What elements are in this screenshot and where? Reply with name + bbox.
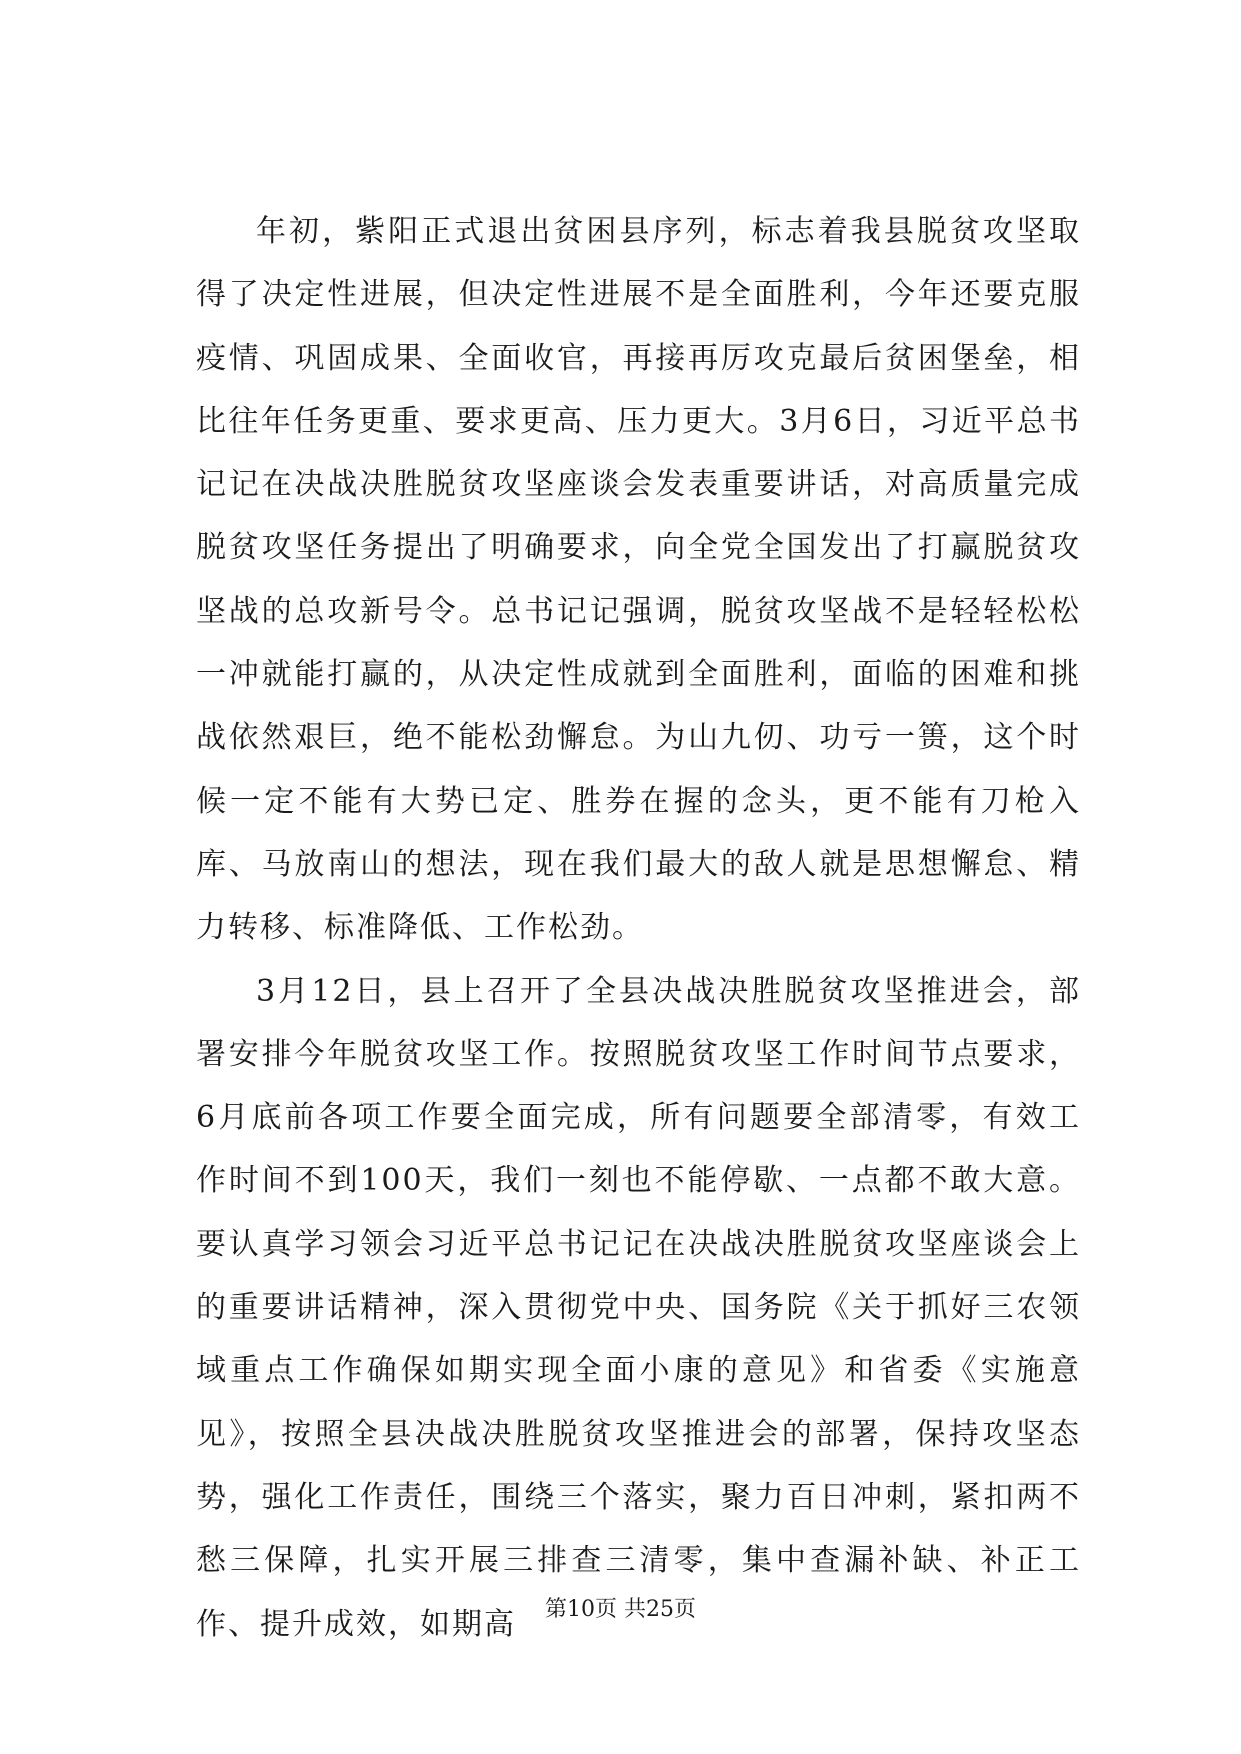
paragraph-1: 年初，紫阳正式退出贫困县序列，标志着我县脱贫攻坚取得了决定性进展，但决定性进展不是全面胜利，今年还要克服疫情、巩固成果、全面收官，再接再厉攻克最后贫困堡垒，相比往年任务更重、要求更高、压力更大。3月6日，习近平总书记记在决战决胜脱贫攻坚座谈会发表重要讲话，对高质量完成脱贫攻坚任务提出了明确要求，向全党全国发出了打赢脱贫攻坚战的总攻新号令。总书记记强调，脱贫攻坚战不是轻轻松松一冲就能打赢的，从决定性成就到全面胜利，面临的困难和挑战依然艰巨，绝不能松劲懈怠。为山九仞、功亏一篑，这个时候一定不能有大势已定、胜券在握的念头，更不能有刀枪入库、马放南山的想法，现在我们最大的敌人就是思想懈怠、精力转移、标准降低、工作松劲。 [196, 214, 1081, 946]
document-body [196, 200, 1081, 1656]
page-number-footer: 第10页 共25页 [545, 1597, 696, 1622]
paragraph-2: 3月12日，县上召开了全县决战决胜脱贫攻坚推进会，部署安排今年脱贫攻坚工作。按照脱贫攻坚工作时间节点要求，6月底前各项工作要全面完成，所有问题要全部清零，有效工作时间不到100天，我们一刻也不能停歇、一点都不敢大意。要认真学习领会习近平总书记记在决战决胜脱贫攻坚座谈会上的重要讲话精神，深入贯彻党中央、国务院《关于抓好三农领域重点工作确保如期实现全面小康的意见》和省委《实施意见》，按照全县决战决胜脱贫攻坚推进会的部署，保持攻坚态势，强化工作责任，围绕三个落实，聚力百日冲刺，紧扣两不愁三保障，扎实开展三排查三清零，集中查漏补缺、补正工作、提升成效，如期高 [196, 973, 1081, 1642]
